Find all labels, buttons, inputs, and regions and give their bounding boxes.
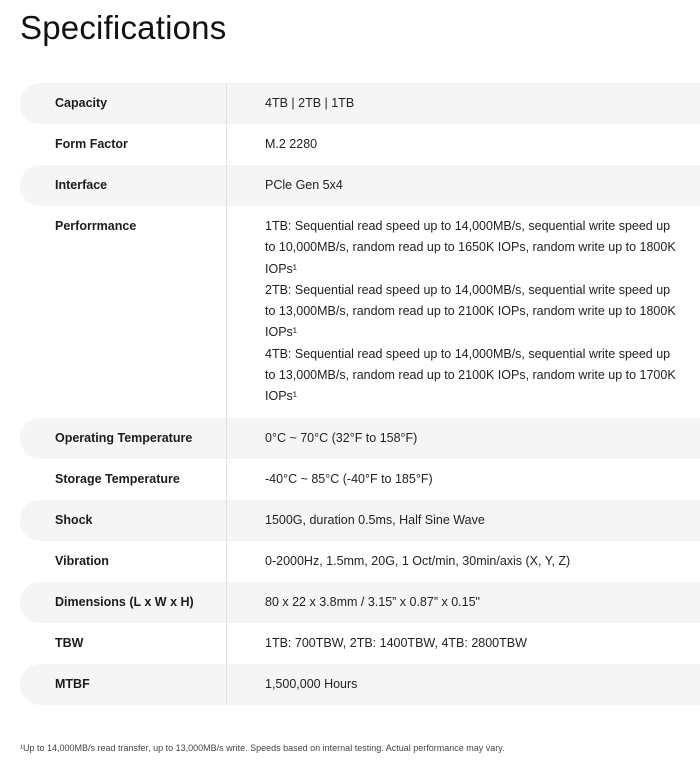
spec-row-tbw [20,623,700,664]
spec-row-performance [20,206,700,418]
spec-row-operating-temperature [20,418,700,459]
spec-label: Interface [20,165,227,206]
spec-table [20,83,700,705]
spec-row-interface [20,165,700,206]
spec-label: Dimensions (L x W x H) [20,582,227,623]
spec-value: -40°C ~ 85°C (-40°F to 185°F) [265,471,433,486]
performance-2tb: 2TB: Sequential read speed up to 14,000MB/s, sequential write speed up to 13,000MB/s, random read up to 2100K IOPs, random write up to 1800K IOPs¹ [265,282,676,340]
spec-label: Storage Temperature [20,459,227,500]
spec-value: 0°C ~ 70°C (32°F to 158°F) [265,430,418,445]
spec-label: MTBF [20,664,227,705]
spec-row-mtbf [20,664,700,705]
spec-label: TBW [20,623,227,664]
spec-row-storage-temperature [20,459,700,500]
spec-label: Form Factor [20,124,227,165]
spec-value: 4TB | 2TB | 1TB [265,96,355,110]
spec-label: Operating Temperature [20,418,227,459]
spec-value-performance [227,206,700,418]
spec-label: Capacity [20,83,227,124]
spec-label: Vibration [20,541,227,582]
performance-4tb: 4TB: Sequential read speed up to 14,000MB/s, sequential write speed up to 13,000MB/s, random read up to 2100K IOPs, random write up to 1700K IOPs¹ [265,346,676,404]
spec-row-vibration [20,541,700,582]
spec-label: Shock [20,500,227,541]
spec-row-form-factor [20,124,700,165]
spec-row-capacity [20,83,700,124]
spec-row-dimensions [20,582,700,623]
spec-value: 1TB: 700TBW, 2TB: 1400TBW, 4TB: 2800TBW [265,635,527,650]
spec-value: 80 x 22 x 3.8mm / 3.15” x 0.87” x 0.15" [265,594,480,609]
footnote: ¹Up to 14,000MB/s read transfer, up to 13,000MB/s write. Speeds based on internal testing. Actual performance may vary. [20,743,505,753]
spec-value: 1,500,000 Hours [265,676,358,691]
performance-1tb: 1TB: Sequential read speed up to 14,000MB/s, sequential write speed up to 10,000MB/s, random read up to 1650K IOPs, random write up to 1800K IOPs¹ [265,219,676,276]
spec-value: 0-2000Hz, 1.5mm, 20G, 1 Oct/min, 30min/axis (X, Y, Z) [265,553,571,568]
spec-value: 1500G, duration 0.5ms, Half Sine Wave [265,512,485,527]
spec-value: M.2 2280 [265,137,318,151]
spec-label: Perforrmance [20,206,227,418]
page-title: Specifications [20,9,227,46]
spec-row-shock [20,500,700,541]
spec-value: PCle Gen 5x4 [265,178,343,192]
